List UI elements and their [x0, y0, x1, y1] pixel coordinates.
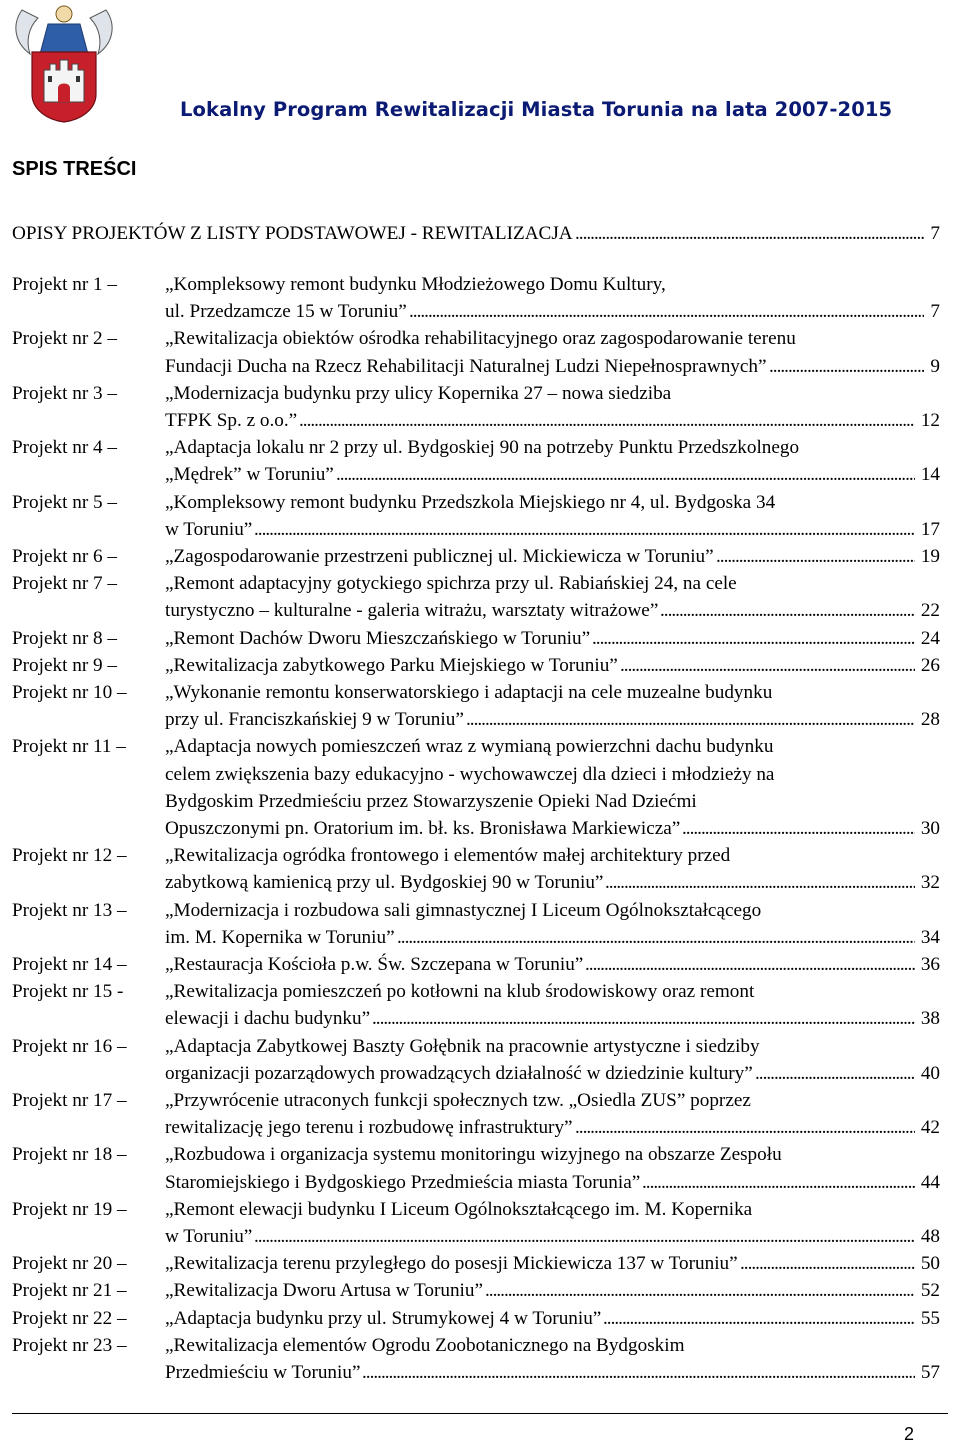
- dot-leader: [575, 220, 924, 247]
- toc-entry-label: Projekt nr 23 –: [12, 1334, 127, 1356]
- toc-entry-row[interactable]: [12, 1033, 940, 1060]
- toc-entry-label: Projekt nr 18 –: [12, 1144, 127, 1166]
- dot-leader: [254, 1223, 915, 1250]
- toc-entry-title: „Rewitalizacja ogródka frontowego i elementów małej architektury przed: [165, 845, 731, 867]
- toc-entry-label: Projekt nr 5 –: [12, 491, 117, 513]
- toc-entry-title: „Rewitalizacja terenu przyległego do posesji Mickiewicza 137 w Toruniu”: [165, 1253, 738, 1275]
- toc-page-number: 9: [928, 353, 940, 380]
- toc-page-number: 7: [928, 220, 940, 247]
- toc-entry-label: Projekt nr 15 -: [12, 981, 124, 1003]
- dot-leader: [605, 869, 915, 896]
- toc-page-number: 52: [919, 1277, 940, 1304]
- toc-entry-title: „Rewitalizacja zabytkowego Parku Miejskiego w Toruniu”: [165, 654, 618, 676]
- toc-entry-continuation[interactable]: [12, 516, 940, 543]
- dot-leader: [740, 1250, 915, 1277]
- toc-entry-title: Przedmieściu w Toruniu”: [165, 1362, 361, 1383]
- dot-leader: [254, 516, 915, 543]
- toc-page-number: 50: [919, 1250, 940, 1277]
- dot-leader: [299, 407, 915, 434]
- toc-entry-title: celem zwiększenia bazy edukacyjno - wychowawczej dla dzieci i młodzieży na: [165, 763, 775, 785]
- toc-entry-label: Projekt nr 3 –: [12, 382, 117, 404]
- toc-entry-title: „Remont Dachów Dworu Mieszczańskiego w Toruniu”: [165, 627, 591, 649]
- toc-entry-continuation[interactable]: [12, 1114, 940, 1141]
- toc-page-number: 38: [919, 1005, 940, 1032]
- toc-page-number: 7: [928, 298, 940, 325]
- toc-entry-row[interactable]: [12, 625, 940, 652]
- footer-divider: [12, 1413, 948, 1414]
- toc-entry-title: „Adaptacja lokalu nr 2 przy ul. Bydgoskiej 90 na potrzeby Punktu Przedszkolnego: [165, 437, 800, 459]
- toc-entry-row[interactable]: [12, 1087, 940, 1114]
- toc-entry-continuation[interactable]: [12, 1005, 940, 1032]
- toc-entry-row[interactable]: [12, 1305, 940, 1332]
- toc-page-number: 28: [919, 706, 940, 733]
- toc-entry-title: zabytkową kamienicą przy ul. Bydgoskiej 90 w Toruniu”: [165, 872, 604, 894]
- toc-entry-label: Projekt nr 11 –: [12, 736, 126, 758]
- toc-entry-title: Opuszczonymi pn. Oratorium im. bł. ks. Bronisława Markiewicza”: [165, 818, 681, 839]
- toc-page-number: 48: [919, 1223, 940, 1250]
- toc-entry-title: „Przywrócenie utraconych funkcji społecznych tzw. „Osiedla ZUS” poprzez: [165, 1090, 751, 1111]
- toc-page-number: 57: [919, 1359, 940, 1386]
- toc-entry-title: „Rewitalizacja obiektów ośrodka rehabilitacyjnego oraz zagospodarowanie terenu: [165, 328, 796, 350]
- toc-entry-row[interactable]: [12, 543, 940, 570]
- toc-entry-label: Projekt nr 19 –: [12, 1198, 127, 1220]
- toc-entry-continuation[interactable]: [12, 597, 940, 624]
- toc-page-number: 12: [919, 407, 940, 434]
- toc-entry-continuation[interactable]: [12, 924, 940, 951]
- toc-entry-row[interactable]: [12, 325, 940, 352]
- toc-entry-title: „Remont adaptacyjny gotyckiego spichrza przy ul. Rabiańskiej 24, na cele: [165, 573, 737, 595]
- dot-leader: [592, 625, 915, 652]
- toc-page-number: 30: [919, 815, 940, 842]
- toc-entry-continuation[interactable]: [12, 869, 940, 896]
- toc-section-title: OPISY PROJEKTÓW Z LISTY PODSTAWOWEJ - REWITALIZACJA: [12, 223, 573, 244]
- toc-entry-label: Projekt nr 7 –: [12, 573, 117, 595]
- toc-entry-title: „Remont elewacji budynku I Liceum Ogólnokształcącego im. M. Kopernika: [165, 1198, 753, 1220]
- toc-entry-title: TFPK Sp. z o.o.”: [165, 410, 298, 431]
- toc-entry-row[interactable]: [12, 1332, 940, 1359]
- toc-entry-title: Fundacji Ducha na Rzecz Rehabilitacji Naturalnej Ludzi Niepełnosprawnych”: [165, 355, 767, 377]
- toc-entry-title: „Mędrek” w Toruniu”: [165, 464, 334, 486]
- toc-entry-row[interactable]: [12, 1250, 940, 1277]
- toc-entry-row[interactable]: [12, 570, 940, 597]
- dot-leader: [716, 543, 915, 570]
- toc-entry-title: przy ul. Franciszkańskiej 9 w Toruniu”: [165, 709, 464, 731]
- toc-entry-continuation[interactable]: [12, 788, 940, 815]
- dot-leader: [485, 1277, 915, 1304]
- dot-leader: [575, 1114, 915, 1141]
- dot-leader: [397, 924, 915, 951]
- dot-leader: [755, 1060, 915, 1087]
- toc-entry-row[interactable]: [12, 842, 940, 869]
- dot-leader: [682, 815, 915, 842]
- toc-entry-title: „Kompleksowy remont budynku Przedszkola Miejskiego nr 4, ul. Bydgoska 34: [165, 491, 776, 513]
- dot-leader: [642, 1169, 915, 1196]
- toc-entry-row[interactable]: [12, 271, 940, 298]
- toc-entry-label: Projekt nr 8 –: [12, 627, 117, 649]
- toc-page-number: 22: [919, 597, 940, 624]
- toc-entry-label: Projekt nr 12 –: [12, 845, 127, 867]
- toc-entry-row[interactable]: [12, 1141, 940, 1168]
- toc-page-number: 40: [919, 1060, 940, 1087]
- toc-entry-row[interactable]: [12, 978, 940, 1005]
- toc-entry-row[interactable]: [12, 1196, 940, 1223]
- dot-leader: [603, 1305, 915, 1332]
- dot-leader: [466, 706, 915, 733]
- toc-entry-label: Projekt nr 22 –: [12, 1307, 127, 1329]
- toc-entry-continuation[interactable]: [12, 1223, 940, 1250]
- toc-entry-row[interactable]: [12, 951, 940, 978]
- toc-entry-title: „Adaptacja budynku przy ul. Strumykowej 4 w Toruniu”: [165, 1307, 602, 1329]
- toc-entry-title: „Rewitalizacja pomieszczeń po kotłowni na klub środowiskowy oraz remont: [165, 981, 755, 1003]
- toc-entry-label: Projekt nr 13 –: [12, 899, 127, 921]
- toc-entry-title: „Rewitalizacja elementów Ogrodu Zoobotanicznego na Bydgoskim: [165, 1334, 685, 1356]
- dot-leader: [372, 1005, 915, 1032]
- toc-page-number: 14: [919, 461, 940, 488]
- toc-page-number: 17: [919, 516, 940, 543]
- toc-entry-continuation[interactable]: [12, 298, 940, 325]
- toc-entry-title: ul. Przedzamcze 15 w Toruniu”: [165, 301, 407, 323]
- toc-entry-title: w Toruniu”: [165, 518, 253, 540]
- toc-entry-row[interactable]: [12, 380, 940, 407]
- dot-leader: [660, 597, 915, 624]
- document-header-title: Lokalny Program Rewitalizacji Miasta Torunia na lata 2007-2015: [180, 98, 893, 121]
- toc-entry-title: „Kompleksowy remont budynku Młodzieżowego Domu Kultury,: [165, 274, 666, 295]
- dot-leader: [620, 652, 915, 679]
- toc-entry-row[interactable]: [12, 434, 940, 461]
- toc-entry-continuation[interactable]: [12, 1169, 940, 1196]
- toc-entry-title: Staromiejskiego i Bydgoskiego Przedmieścia miasta Torunia”: [165, 1171, 641, 1193]
- dot-leader: [336, 461, 915, 488]
- toc-entry-continuation[interactable]: [12, 706, 940, 733]
- toc-entry-continuation[interactable]: [12, 461, 940, 488]
- toc-entry-title: „Modernizacja i rozbudowa sali gimnastycznej I Liceum Ogólnokształcącego: [165, 899, 762, 921]
- toc-entry-row[interactable]: [12, 652, 940, 679]
- toc-entry-continuation[interactable]: [12, 815, 940, 842]
- toc-entry-title: „Restauracja Kościoła p.w. Św. Szczepana w Toruniu”: [165, 954, 584, 975]
- toc-entry-label: Projekt nr 14 –: [12, 954, 127, 975]
- toc-entry-label: Projekt nr 2 –: [12, 328, 117, 350]
- toc-entry-title: rewitalizację jego terenu i rozbudowę infrastruktury”: [165, 1117, 573, 1139]
- toc-entry-row[interactable]: [12, 733, 940, 760]
- dot-leader: [769, 353, 924, 380]
- toc-entry-label: Projekt nr 20 –: [12, 1253, 127, 1275]
- dot-leader: [362, 1359, 915, 1386]
- toc-entry-title: „Rozbudowa i organizacja systemu monitoringu wizyjnego na obszarze Zespołu: [165, 1144, 782, 1166]
- toc-entry-row[interactable]: [12, 679, 940, 706]
- toc-entry-title: organizacji pozarządowych prowadzących działalność w dziedzinie kultury”: [165, 1062, 753, 1084]
- toc-page-number: 24: [919, 625, 940, 652]
- toc-entry-label: Projekt nr 16 –: [12, 1035, 127, 1057]
- page-number: 2: [903, 1424, 914, 1444]
- toc-entry-label: Projekt nr 6 –: [12, 546, 117, 567]
- torun-coat-of-arms-icon: [8, 2, 120, 124]
- toc-entry-title: Bydgoskim Przedmieściu przez Stowarzyszenie Opieki Nad Dziećmi: [165, 790, 697, 812]
- toc-entry-title: „Rewitalizacja Dworu Artusa w Toruniu”: [165, 1280, 483, 1302]
- toc-entry-label: Projekt nr 21 –: [12, 1280, 127, 1302]
- dot-leader: [585, 951, 915, 978]
- toc-entry-label: Projekt nr 17 –: [12, 1090, 127, 1111]
- toc-entry-continuation[interactable]: [12, 407, 940, 434]
- dot-leader: [409, 298, 924, 325]
- toc-page-number: 34: [919, 924, 940, 951]
- toc-page-number: 26: [919, 652, 940, 679]
- toc-entry-title: turystyczno – kulturalne - galeria witrażu, warsztaty witrażowe”: [165, 600, 659, 622]
- toc-entry-title: w Toruniu”: [165, 1226, 253, 1247]
- toc-page-number: 36: [919, 951, 940, 978]
- toc-entry-continuation[interactable]: [12, 353, 940, 380]
- toc-page-number: 32: [919, 869, 940, 896]
- toc-entry-row[interactable]: [12, 897, 940, 924]
- toc-heading: SPIS TREŚCI: [12, 158, 137, 180]
- toc-entry-label: Projekt nr 4 –: [12, 437, 117, 459]
- toc-entry-row[interactable]: [12, 489, 940, 516]
- toc-entry-title: elewacji i dachu budynku”: [165, 1008, 371, 1030]
- toc-page-number: 42: [919, 1114, 940, 1141]
- toc-page-number: 44: [919, 1169, 940, 1196]
- toc-entry-continuation[interactable]: [12, 1359, 940, 1386]
- toc-entry-label: Projekt nr 10 –: [12, 682, 127, 703]
- toc-section-row[interactable]: [12, 220, 940, 247]
- toc-entry-label: Projekt nr 1 –: [12, 274, 117, 295]
- toc-entry-label: Projekt nr 9 –: [12, 654, 117, 676]
- toc-page-number: 55: [919, 1305, 940, 1332]
- toc-entry-title: „Zagospodarowanie przestrzeni publicznej ul. Mickiewicza w Toruniu”: [165, 546, 714, 567]
- toc-entry-title: „Modernizacja budynku przy ulicy Kopernika 27 – nowa siedziba: [165, 382, 672, 404]
- toc-entry-title: „Adaptacja nowych pomieszczeń wraz z wymianą powierzchni dachu budynku: [165, 736, 774, 758]
- toc-entry-title: im. M. Kopernika w Toruniu”: [165, 926, 395, 948]
- toc-entry-title: „Adaptacja Zabytkowej Baszty Gołębnik na pracownie artystyczne i siedziby: [165, 1035, 760, 1057]
- toc-entry-row[interactable]: [12, 1277, 940, 1304]
- toc-entry-continuation[interactable]: [12, 1060, 940, 1087]
- toc-entry-title: „Wykonanie remontu konserwatorskiego i adaptacji na cele muzealne budynku: [165, 682, 773, 703]
- toc-page-number: 19: [919, 543, 940, 570]
- toc-entry-continuation[interactable]: [12, 761, 940, 788]
